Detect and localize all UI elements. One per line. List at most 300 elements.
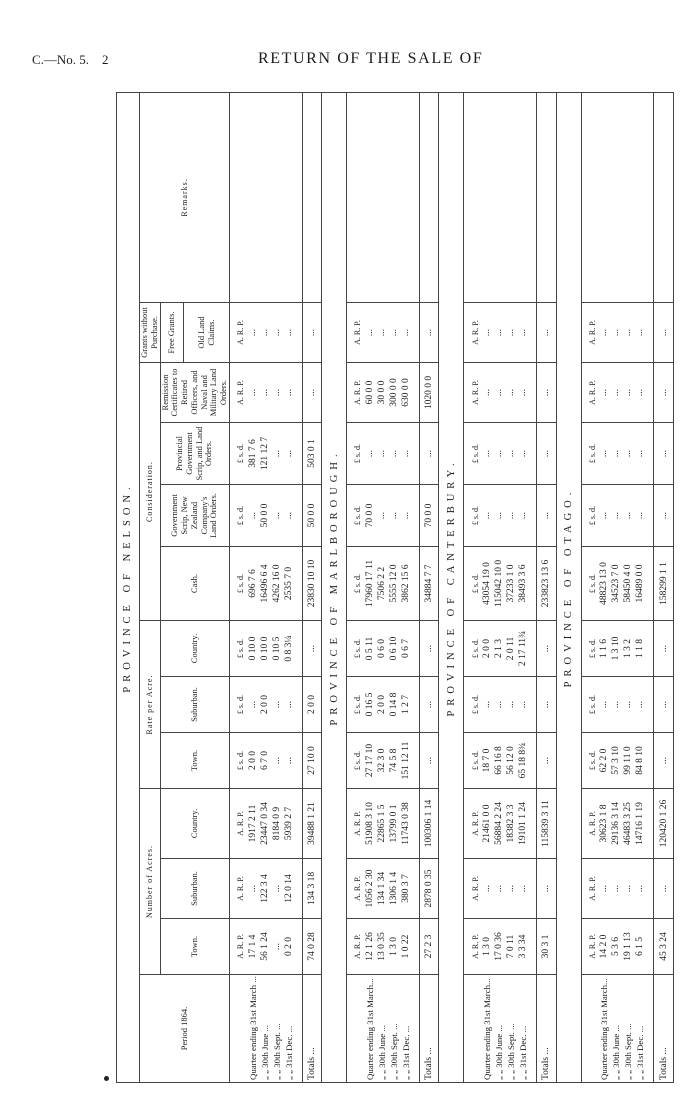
cell-cash: 115042 10 0 xyxy=(494,547,506,621)
cell-town-rate: ... xyxy=(283,733,295,789)
unit-label: £ s. d. xyxy=(464,423,482,485)
spacer-cell xyxy=(295,485,302,547)
spacer-cell xyxy=(295,92,302,302)
cell-cash: 3862 15 6 xyxy=(400,547,412,621)
table-row xyxy=(376,92,388,1082)
cell-town-acres: 14 2 0 xyxy=(599,919,611,975)
spacer-cell xyxy=(412,789,419,859)
cell-cash: 7506 2 2 xyxy=(376,547,388,621)
unit-label: £ s. d. xyxy=(581,547,599,621)
rotated-table-content xyxy=(116,93,669,1083)
cell-prov-scrip: 121 12 7 xyxy=(259,423,271,485)
totals-row xyxy=(537,92,557,1082)
cell-grants: ... xyxy=(247,303,259,363)
spacer-cell xyxy=(529,919,536,975)
cell-country-acres: 19101 1 24 xyxy=(518,789,530,859)
total-country-rate: ... xyxy=(654,621,674,677)
unit-label: A. R. P. xyxy=(229,919,247,975)
remarks-cell xyxy=(518,92,530,302)
unit-label: £ s. d. xyxy=(581,423,599,485)
units-row xyxy=(347,92,365,1082)
spacer-cell xyxy=(412,677,419,733)
section-title: PROVINCE OF OTAGO. xyxy=(556,92,581,1082)
table-row xyxy=(283,92,295,1082)
unit-label: £ s. d. xyxy=(464,621,482,677)
spacer-row xyxy=(647,92,654,1082)
cell-country-acres: 13799 0 1 xyxy=(388,789,400,859)
unit-label: £ s. d. xyxy=(464,547,482,621)
unit-label: £ s. d. xyxy=(347,485,365,547)
cell-prov-scrip: ... xyxy=(365,423,377,485)
cell-town-rate: 6 7 0 xyxy=(259,733,271,789)
cell-remission: ... xyxy=(635,363,647,423)
cell-country-rate: 0 10 0 xyxy=(247,621,259,677)
spacer-cell xyxy=(412,859,419,919)
cell-town-rate: ... xyxy=(271,733,283,789)
section-title: PROVINCE OF CANTERBURY. xyxy=(439,92,464,1082)
unit-label: £ s. d. xyxy=(464,733,482,789)
table-row xyxy=(494,92,506,1082)
totals-label: Totals ... xyxy=(537,975,557,1083)
remarks-cell xyxy=(599,92,611,302)
cell-town-acres: 19 1 13 xyxy=(623,919,635,975)
cell-sub-rate: ... xyxy=(635,677,647,733)
col-group-rate: Rate per Acre. xyxy=(140,621,161,789)
cell-sub-rate: ... xyxy=(623,677,635,733)
total-country-rate: ... xyxy=(537,621,557,677)
total-remission: ... xyxy=(537,363,557,423)
table-row xyxy=(388,92,400,1082)
cell-gov-scrip: ... xyxy=(611,485,623,547)
cell-town-rate: 99 11 0 xyxy=(623,733,635,789)
cell-town-acres: 56 1 24 xyxy=(259,919,271,975)
total-cash: 23830 10 10 xyxy=(302,547,322,621)
cell-town-rate: 62 2 0 xyxy=(599,733,611,789)
unit-label: £ s. d. xyxy=(229,621,247,677)
cell-prov-scrip: ... xyxy=(482,423,494,485)
section-title: PROVINCE OF MARLBOROUGH. xyxy=(322,92,347,1082)
cell-grants: ... xyxy=(365,303,377,363)
cell-sub-acres: ... xyxy=(518,859,530,919)
unit-label: £ s. d. xyxy=(229,485,247,547)
cell-cash: 48823 13 0 xyxy=(599,547,611,621)
cell-grants: ... xyxy=(259,303,271,363)
units-blank xyxy=(347,975,365,1083)
spacer-cell xyxy=(647,733,654,789)
cell-grants: ... xyxy=(494,303,506,363)
cell-country-acres: 29136 3 14 xyxy=(611,789,623,859)
unit-label: £ s. d. xyxy=(347,547,365,621)
remarks-cell xyxy=(302,92,322,302)
cell-country-rate: 2 1 3 xyxy=(494,621,506,677)
units-blank xyxy=(229,975,247,1083)
spacer-cell xyxy=(412,547,419,621)
cell-sub-acres: 1056 2 30 xyxy=(365,859,377,919)
period-cell: „ „ 31st Dec. ... xyxy=(635,975,647,1083)
remarks-cell xyxy=(247,92,259,302)
total-remission: 1020 0 0 xyxy=(419,363,439,423)
cell-gov-scrip: ... xyxy=(506,485,518,547)
cell-sub-acres: 12 0 14 xyxy=(283,859,295,919)
unit-label: A. R. P. xyxy=(581,363,599,423)
col-gov-scrip: Government Scrip, New Zealand Company's Land Orders. xyxy=(160,485,229,547)
cell-country-acres: 5939 2 7 xyxy=(283,789,295,859)
cell-gov-scrip: ... xyxy=(247,485,259,547)
cell-country-acres: 14716 1 19 xyxy=(635,789,647,859)
remarks-cell xyxy=(271,92,283,302)
col-old-land-claims: Old Land Claims. xyxy=(184,303,230,363)
spacer-cell xyxy=(529,303,536,363)
cell-remission: 630 0 0 xyxy=(400,363,412,423)
cell-sub-rate: ... xyxy=(494,677,506,733)
unit-label: A. R. P. xyxy=(464,789,482,859)
period-cell: Quarter ending 31st March... xyxy=(482,975,494,1083)
cell-country-acres: 46483 3 25 xyxy=(623,789,635,859)
cell-cash: 2535 7 0 xyxy=(283,547,295,621)
cell-gov-scrip: ... xyxy=(599,485,611,547)
total-gov-scrip: ... xyxy=(537,485,557,547)
table-row xyxy=(482,92,494,1082)
cell-sub-acres: ... xyxy=(494,859,506,919)
remarks-cell xyxy=(635,92,647,302)
cell-gov-scrip: ... xyxy=(518,485,530,547)
spacer-cell xyxy=(529,677,536,733)
cell-town-acres: ... xyxy=(271,919,283,975)
cell-country-acres: 22865 1 5 xyxy=(376,789,388,859)
cell-sub-acres: ... xyxy=(635,859,647,919)
total-town-rate: ... xyxy=(654,733,674,789)
unit-label: £ s. d. xyxy=(347,733,365,789)
cell-town-rate: 57 3 10 xyxy=(611,733,623,789)
spacer-cell xyxy=(295,733,302,789)
cell-town-rate: 151 12 11 xyxy=(400,733,412,789)
total-grants: ... xyxy=(302,303,322,363)
cell-sub-acres: 122 3 4 xyxy=(259,859,271,919)
totals-label: Totals ... xyxy=(654,975,674,1083)
spacer-cell xyxy=(295,975,302,1083)
cell-sub-acres: ... xyxy=(247,859,259,919)
cell-remission: ... xyxy=(599,363,611,423)
cell-country-rate: 0 10 0 xyxy=(259,621,271,677)
cell-sub-rate: ... xyxy=(506,677,518,733)
cell-prov-scrip: ... xyxy=(400,423,412,485)
cell-town-acres: 17 0 36 xyxy=(494,919,506,975)
total-prov-scrip: ... xyxy=(419,423,439,485)
remarks-cell xyxy=(376,92,388,302)
total-town-rate: ... xyxy=(419,733,439,789)
cell-prov-scrip: ... xyxy=(388,423,400,485)
cell-prov-scrip: ... xyxy=(599,423,611,485)
cell-country-acres: 51908 3 10 xyxy=(365,789,377,859)
cell-gov-scrip: 50 0 0 xyxy=(259,485,271,547)
spacer-cell xyxy=(412,733,419,789)
unit-label: £ s. d. xyxy=(347,677,365,733)
spacer-row xyxy=(412,92,419,1082)
total-grants: ... xyxy=(654,303,674,363)
cell-grants: ... xyxy=(506,303,518,363)
cell-grants: ... xyxy=(271,303,283,363)
units-row xyxy=(581,92,599,1082)
remarks-cell xyxy=(537,92,557,302)
table-row xyxy=(599,92,611,1082)
table-row xyxy=(506,92,518,1082)
spacer-cell xyxy=(295,303,302,363)
total-prov-scrip: 503 0 1 xyxy=(302,423,322,485)
table-row xyxy=(623,92,635,1082)
cell-country-acres: 11743 0 38 xyxy=(400,789,412,859)
col-remission: Remission Certificates to Retired Officers, and Naval and Military Land Orders. xyxy=(160,363,229,423)
total-sub-acres: ... xyxy=(654,859,674,919)
spacer-cell xyxy=(529,975,536,1083)
spacer-cell xyxy=(295,423,302,485)
cell-remission: ... xyxy=(623,363,635,423)
unit-label: £ s. d. xyxy=(229,423,247,485)
cell-town-rate: 56 12 0 xyxy=(506,733,518,789)
cell-remission: ... xyxy=(271,363,283,423)
unit-label: £ s. d. xyxy=(229,733,247,789)
cell-gov-scrip: 70 0 0 xyxy=(365,485,377,547)
col-period: Period 1864. xyxy=(140,975,230,1083)
cell-grants: ... xyxy=(518,303,530,363)
unit-label: A. R. P. xyxy=(581,303,599,363)
cell-remission: ... xyxy=(611,363,623,423)
cell-grants: ... xyxy=(611,303,623,363)
cell-country-rate: 1 3 10 xyxy=(611,621,623,677)
cell-remission: ... xyxy=(518,363,530,423)
remarks-cell xyxy=(400,92,412,302)
cell-prov-scrip: ... xyxy=(635,423,647,485)
cell-sub-acres: ... xyxy=(623,859,635,919)
cell-town-acres: 3 3 34 xyxy=(518,919,530,975)
total-sub-acres: 2878 0 35 xyxy=(419,859,439,919)
spacer-row xyxy=(529,92,536,1082)
col-rate-town: Town. xyxy=(160,733,229,789)
unit-label: A. R. P. xyxy=(464,859,482,919)
unit-label: A. R. P. xyxy=(347,859,365,919)
unit-label: £ s. d. xyxy=(347,621,365,677)
land-sales-table xyxy=(116,92,674,1083)
spacer-cell xyxy=(295,919,302,975)
totals-row xyxy=(302,92,322,1082)
cell-sub-rate: ... xyxy=(283,677,295,733)
col-prov-scrip: Provincial Government Scrip, and Land Orders. xyxy=(160,423,229,485)
col-acres-suburban: Suburban. xyxy=(160,859,229,919)
total-town-acres: 27 2 3 xyxy=(419,919,439,975)
unit-label: £ s. d. xyxy=(464,485,482,547)
unit-label: A. R. P. xyxy=(229,859,247,919)
spacer-cell xyxy=(647,547,654,621)
spacer-cell xyxy=(529,789,536,859)
cell-cash: 696 7 6 xyxy=(247,547,259,621)
remarks-cell xyxy=(623,92,635,302)
units-remarks-blank xyxy=(581,92,599,302)
spacer-cell xyxy=(647,92,654,302)
document-reference: C.—No. 5. xyxy=(32,52,90,67)
col-acres-town: Town. xyxy=(160,919,229,975)
unit-label: A. R. P. xyxy=(347,303,365,363)
remarks-cell xyxy=(419,92,439,302)
spacer-cell xyxy=(647,677,654,733)
spacer-row xyxy=(295,92,302,1082)
unit-label: A. R. P. xyxy=(464,303,482,363)
units-blank xyxy=(464,975,482,1083)
cell-prov-scrip: 381 7 6 xyxy=(247,423,259,485)
cell-sub-acres: 1306 1 4 xyxy=(388,859,400,919)
cell-town-rate: 27 17 10 xyxy=(365,733,377,789)
spacer-cell xyxy=(295,363,302,423)
cell-prov-scrip: ... xyxy=(518,423,530,485)
cell-remission: 300 0 0 xyxy=(388,363,400,423)
cell-town-acres: 1 0 22 xyxy=(400,919,412,975)
units-row xyxy=(464,92,482,1082)
cell-grants: ... xyxy=(388,303,400,363)
cell-sub-acres: 134 1 34 xyxy=(376,859,388,919)
cell-country-acres: 23447 0 34 xyxy=(259,789,271,859)
spacer-cell xyxy=(412,92,419,302)
unit-label: £ s. d. xyxy=(581,733,599,789)
total-town-acres: 74 0 28 xyxy=(302,919,322,975)
spacer-cell xyxy=(529,859,536,919)
total-country-acres: 115839 3 11 xyxy=(537,789,557,859)
table-row xyxy=(365,92,377,1082)
cell-town-acres: 5 3 6 xyxy=(611,919,623,975)
period-cell: „ „ 31st Dec. ... xyxy=(400,975,412,1083)
cell-cash: 43054 19 0 xyxy=(482,547,494,621)
cell-gov-scrip: ... xyxy=(482,485,494,547)
cell-country-rate: 2 0 11 xyxy=(506,621,518,677)
unit-label: £ s. d. xyxy=(229,547,247,621)
unit-label: A. R. P. xyxy=(347,363,365,423)
unit-label: A. R. P. xyxy=(229,303,247,363)
total-remission: ... xyxy=(302,363,322,423)
spacer-cell xyxy=(412,303,419,363)
unit-label: £ s. d. xyxy=(581,621,599,677)
cell-gov-scrip: ... xyxy=(635,485,647,547)
period-cell: „ „ 31st Dec. ... xyxy=(518,975,530,1083)
cell-remission: ... xyxy=(283,363,295,423)
cell-sub-rate: 2 0 0 xyxy=(259,677,271,733)
cell-prov-scrip: ... xyxy=(283,423,295,485)
table-row xyxy=(635,92,647,1082)
cell-remission: 60 0 0 xyxy=(365,363,377,423)
cell-gov-scrip: ... xyxy=(271,485,283,547)
cell-town-acres: 12 1 26 xyxy=(365,919,377,975)
total-cash: 34884 7 7 xyxy=(419,547,439,621)
spacer-cell xyxy=(529,363,536,423)
totals-row xyxy=(654,92,674,1082)
cell-country-acres: 8184 0 9 xyxy=(271,789,283,859)
col-group-acres: Number of Acres. xyxy=(140,789,161,975)
cell-grants: ... xyxy=(599,303,611,363)
total-town-acres: 30 3 1 xyxy=(537,919,557,975)
spacer-cell xyxy=(647,423,654,485)
spacer-cell xyxy=(529,92,536,302)
cell-gov-scrip: ... xyxy=(494,485,506,547)
cell-remission: ... xyxy=(494,363,506,423)
cell-gov-scrip: ... xyxy=(388,485,400,547)
unit-label: A. R. P. xyxy=(347,789,365,859)
total-sub-rate: ... xyxy=(654,677,674,733)
cell-town-acres: 7 0 11 xyxy=(506,919,518,975)
cell-prov-scrip: ... xyxy=(271,423,283,485)
cell-country-acres: 21461 0 0 xyxy=(482,789,494,859)
totals-row xyxy=(419,92,439,1082)
cell-gov-scrip: ... xyxy=(376,485,388,547)
cell-town-acres: 13 0 35 xyxy=(376,919,388,975)
cell-country-rate: 0 6 10 xyxy=(388,621,400,677)
table-row xyxy=(611,92,623,1082)
cell-sub-rate: 0 16 5 xyxy=(365,677,377,733)
units-remarks-blank xyxy=(347,92,365,302)
cell-sub-rate: ... xyxy=(247,677,259,733)
cell-sub-rate: ... xyxy=(518,677,530,733)
spacer-cell xyxy=(412,975,419,1083)
cell-cash: 5555 12 0 xyxy=(388,547,400,621)
col-grants: Grants without Purchase. xyxy=(140,303,161,363)
total-sub-rate: 2 0 0 xyxy=(302,677,322,733)
unit-label: A. R. P. xyxy=(229,363,247,423)
cell-country-rate: 1 1 6 xyxy=(599,621,611,677)
total-country-rate: ... xyxy=(419,621,439,677)
cell-sub-acres: ... xyxy=(506,859,518,919)
period-cell: „ „ 30th Sept. ... xyxy=(388,975,400,1083)
cell-gov-scrip: ... xyxy=(400,485,412,547)
table-row xyxy=(271,92,283,1082)
total-cash: 233823 13 6 xyxy=(537,547,557,621)
cell-grants: ... xyxy=(482,303,494,363)
remarks-cell xyxy=(388,92,400,302)
rotated-table-frame xyxy=(116,93,669,1083)
cell-country-rate: 2 0 0 xyxy=(482,621,494,677)
cell-sub-rate: 2 0 0 xyxy=(376,677,388,733)
spacer-cell xyxy=(529,485,536,547)
cell-town-acres: 17 1 4 xyxy=(247,919,259,975)
cell-town-rate: 32 3 0 xyxy=(376,733,388,789)
cell-prov-scrip: ... xyxy=(376,423,388,485)
cell-cash: 16489 0 0 xyxy=(635,547,647,621)
col-cash: Cash. xyxy=(160,547,229,621)
total-sub-rate: ... xyxy=(419,677,439,733)
total-grants: ... xyxy=(419,303,439,363)
col-rate-suburban: Suburban. xyxy=(160,677,229,733)
cell-country-acres: 18382 3 3 xyxy=(506,789,518,859)
page-mark xyxy=(104,1076,109,1081)
spacer-cell xyxy=(529,621,536,677)
cell-sub-acres: ... xyxy=(599,859,611,919)
total-country-rate: ... xyxy=(302,621,322,677)
units-remarks-blank xyxy=(229,92,247,302)
spacer-cell xyxy=(647,859,654,919)
remarks-cell xyxy=(611,92,623,302)
col-acres-country: Country. xyxy=(160,789,229,859)
cell-cash: 4262 16 0 xyxy=(271,547,283,621)
spacer-cell xyxy=(647,919,654,975)
total-grants: ... xyxy=(537,303,557,363)
period-cell: Quarter ending 31st March... xyxy=(365,975,377,1083)
cell-sub-acres: 380 3 7 xyxy=(400,859,412,919)
units-row xyxy=(229,92,247,1082)
cell-country-acres: 30623 1 8 xyxy=(599,789,611,859)
page-header xyxy=(0,52,700,76)
spacer-cell xyxy=(295,859,302,919)
total-town-rate: 27 10 0 xyxy=(302,733,322,789)
cell-town-rate: 74 5 8 xyxy=(388,733,400,789)
unit-label: A. R. P. xyxy=(464,919,482,975)
remarks-cell xyxy=(494,92,506,302)
total-sub-rate: ... xyxy=(537,677,557,733)
total-gov-scrip: ... xyxy=(654,485,674,547)
col-free-grants: Free Grants. xyxy=(160,303,184,363)
